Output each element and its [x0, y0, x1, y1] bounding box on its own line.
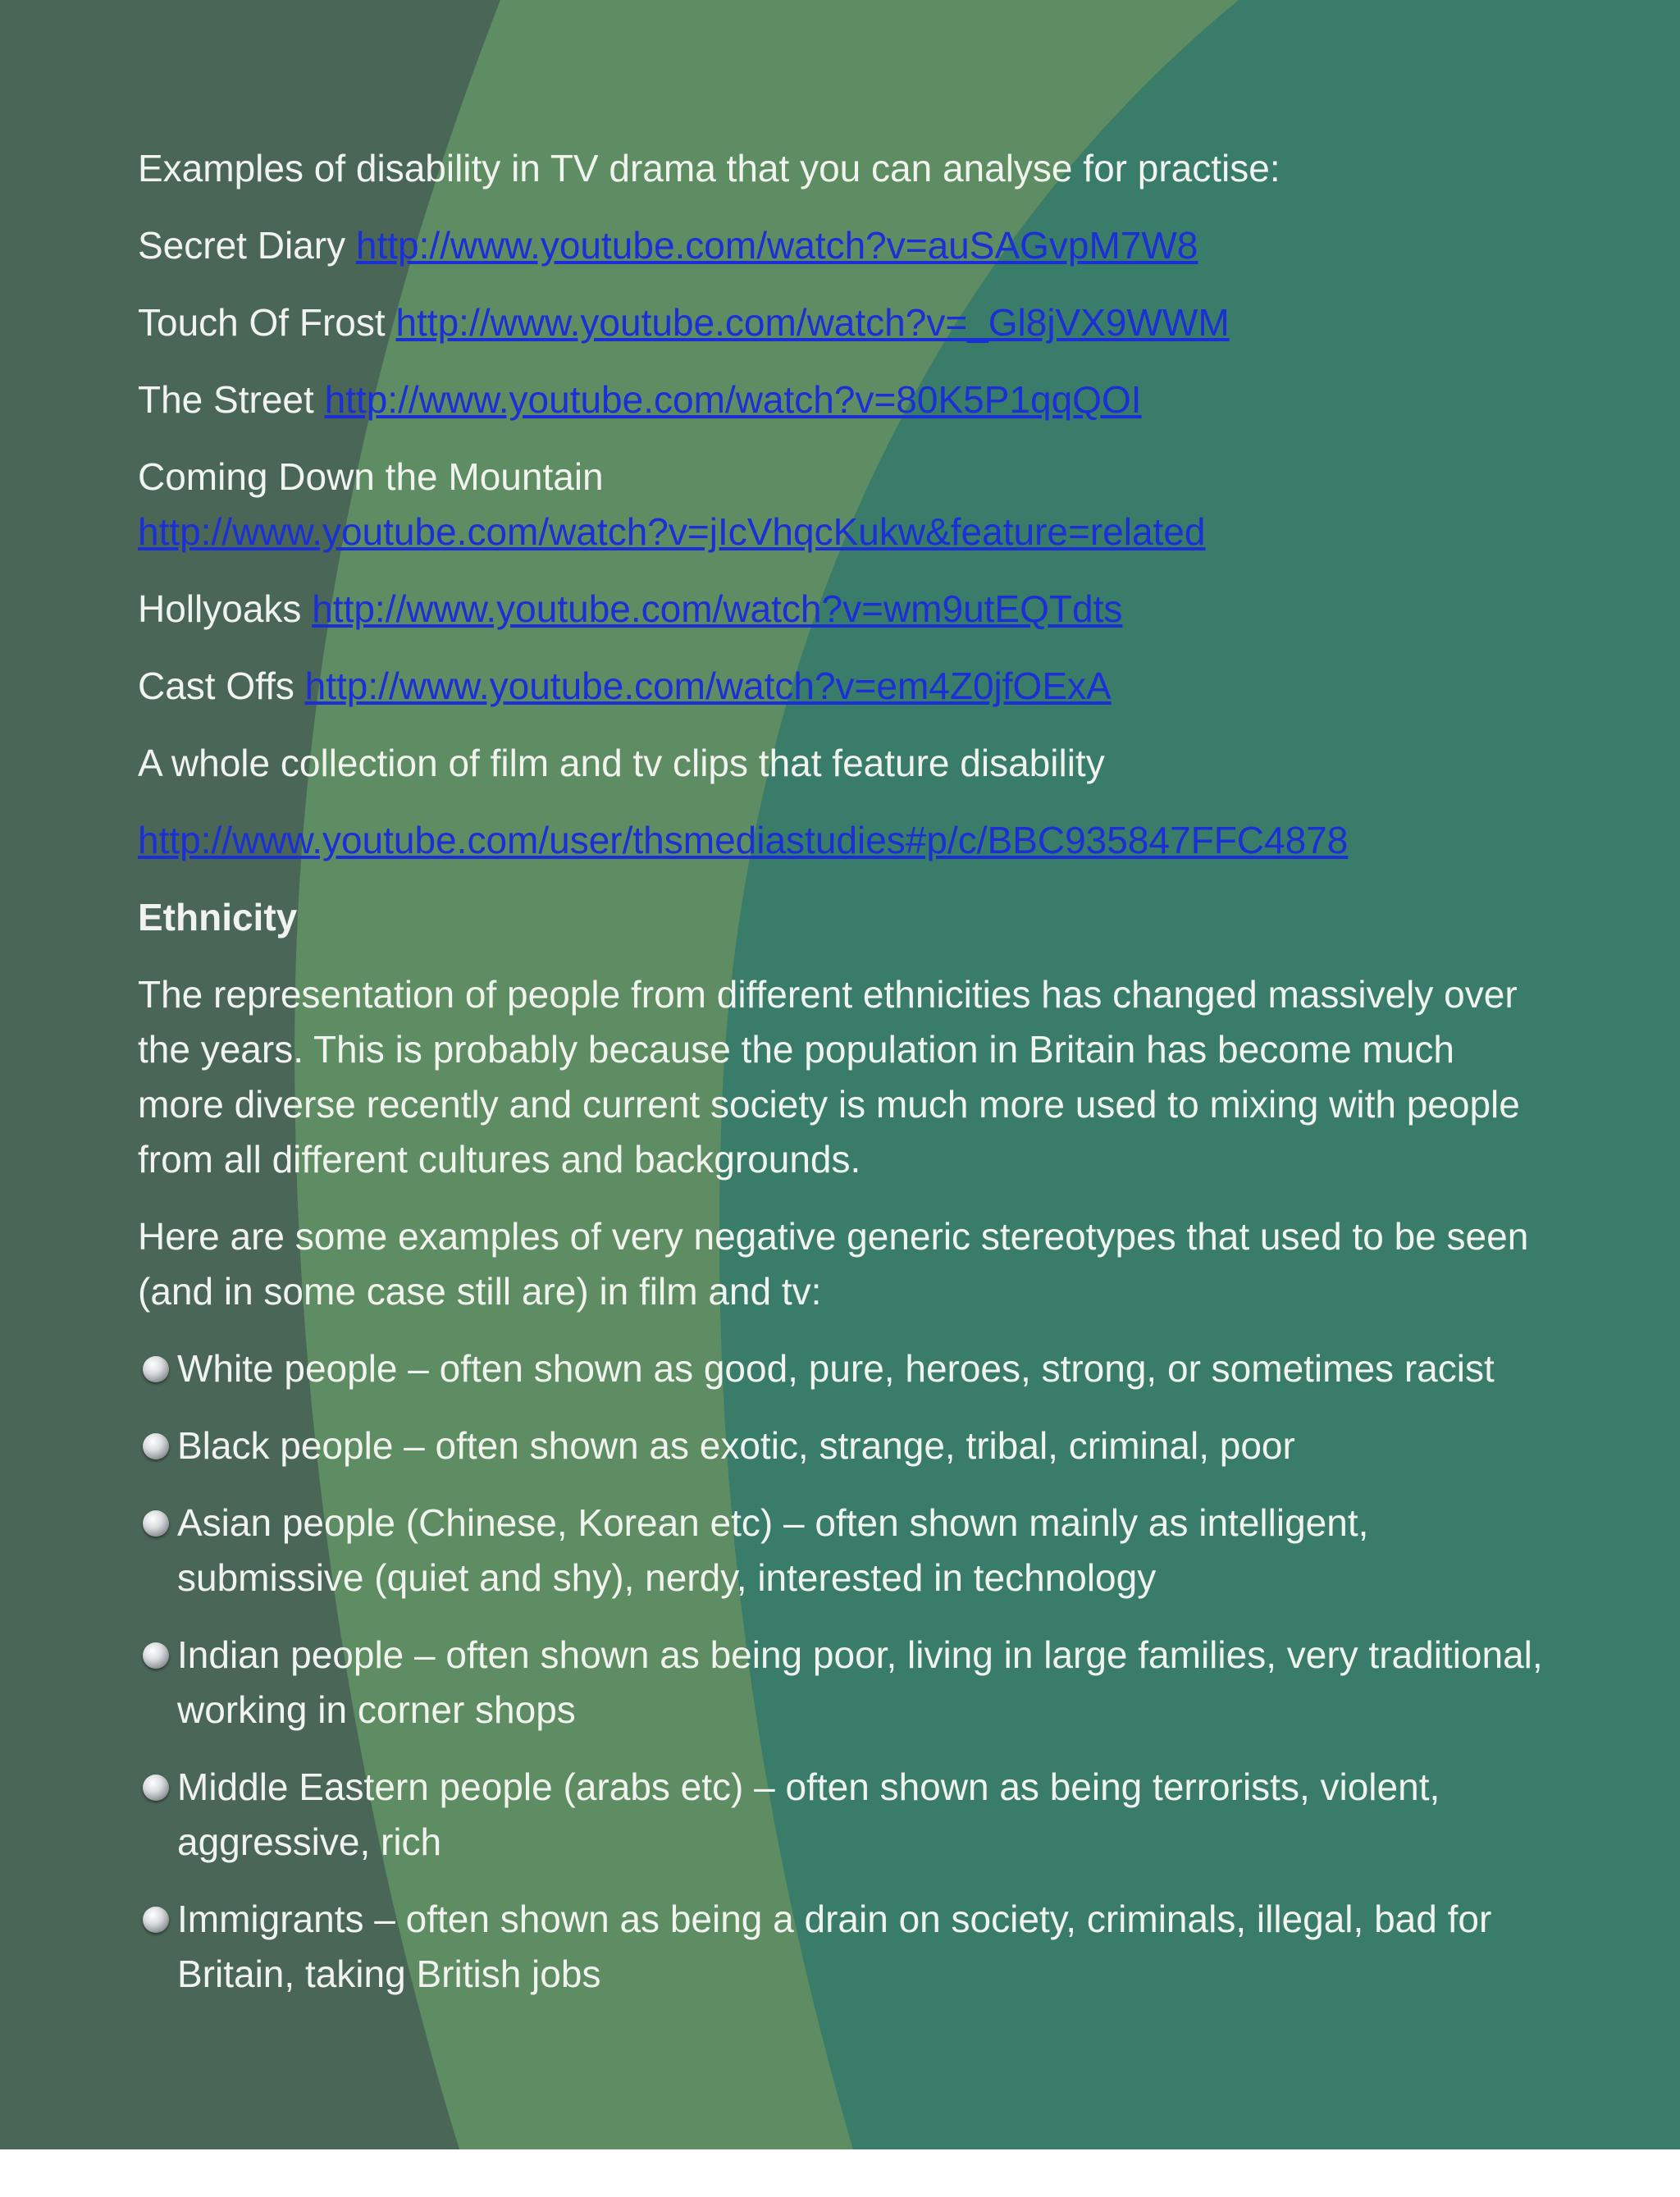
example-hollyoaks: [138, 582, 1549, 637]
list-item: [138, 1892, 1549, 2002]
example-link[interactable]: http://www.youtube.com/watch?v=auSAGvpM7W8: [355, 224, 1198, 267]
list-item: [138, 1496, 1549, 1606]
list-item: [138, 1760, 1549, 1870]
example-coming-down-the-mountain: [138, 450, 1549, 560]
sphere-bullet-icon: [143, 1356, 169, 1382]
list-item-text: Middle Eastern people (arabs etc) – often shown as being terrorists, violent, aggressive, rich: [177, 1765, 1440, 1863]
example-title: Secret Diary: [138, 224, 346, 267]
list-item: [138, 1418, 1549, 1473]
example-link[interactable]: http://www.youtube.com/watch?v=em4Z0jfOExA: [304, 665, 1112, 707]
list-item-text: Immigrants – often shown as being a drain on society, criminals, illegal, bad for Britain, taking British jobs: [177, 1898, 1492, 1995]
example-touch-of-frost: [138, 295, 1549, 350]
example-title: Coming Down the Mountain: [138, 455, 604, 498]
example-link[interactable]: http://www.youtube.com/watch?v=80K5P1qqQOI: [324, 378, 1142, 421]
list-item-text: Black people – often shown as exotic, strange, tribal, criminal, poor: [177, 1424, 1295, 1467]
example-link[interactable]: http://www.youtube.com/watch?v=wm9utEQTdts: [312, 587, 1123, 630]
example-secret-diary: [138, 218, 1549, 273]
list-item-text: Asian people (Chinese, Korean etc) – often shown mainly as intelligent, submissive (quiet and shy), nerdy, interested in technology: [177, 1501, 1369, 1599]
ethnicity-heading: Ethnicity: [138, 896, 298, 939]
sphere-bullet-icon: [143, 1642, 169, 1669]
example-title: Cast Offs: [138, 665, 294, 707]
page-content: [138, 141, 1549, 2024]
example-cast-offs: [138, 659, 1549, 714]
list-item: [138, 1341, 1549, 1396]
example-title: The Street: [138, 378, 314, 421]
sphere-bullet-icon: [143, 1433, 169, 1459]
list-item: [138, 1628, 1549, 1738]
list-item-text: White people – often shown as good, pure, heroes, strong, or sometimes racist: [177, 1347, 1495, 1390]
example-title: Touch Of Frost: [138, 301, 386, 344]
list-item-text: Indian people – often shown as being poor, living in large families, very traditional, working in corner shops: [177, 1633, 1543, 1731]
sphere-bullet-icon: [143, 1774, 169, 1801]
sphere-bullet-icon: [143, 1907, 169, 1933]
stereotype-list: [138, 1341, 1549, 2002]
ethnicity-paragraph: The representation of people from different ethnicities has changed massively over the years. This is probably because the population in Britain has become much more diverse recently and current society is much more used to mixing with people from all different cultures and backgrounds.: [138, 973, 1520, 1181]
example-link[interactable]: http://www.youtube.com/watch?v=jIcVhqcKukw&feature=related: [138, 510, 1206, 553]
example-the-street: [138, 372, 1549, 427]
sphere-bullet-icon: [143, 1510, 169, 1537]
stereotypes-intro: Here are some examples of very negative generic stereotypes that used to be seen (and in some case still are) in film and tv:: [138, 1215, 1529, 1313]
collection-link-line: [138, 813, 1549, 868]
example-title: Hollyoaks: [138, 587, 302, 630]
collection-text: A whole collection of film and tv clips that feature disability: [138, 742, 1105, 784]
collection-link[interactable]: http://www.youtube.com/user/thsmediastudies#p/c/BBC935847FFC4878: [138, 819, 1349, 861]
examples-intro: Examples of disability in TV drama that you can analyse for practise:: [138, 147, 1281, 190]
example-link[interactable]: http://www.youtube.com/watch?v=_Gl8jVX9WWM: [395, 301, 1230, 344]
